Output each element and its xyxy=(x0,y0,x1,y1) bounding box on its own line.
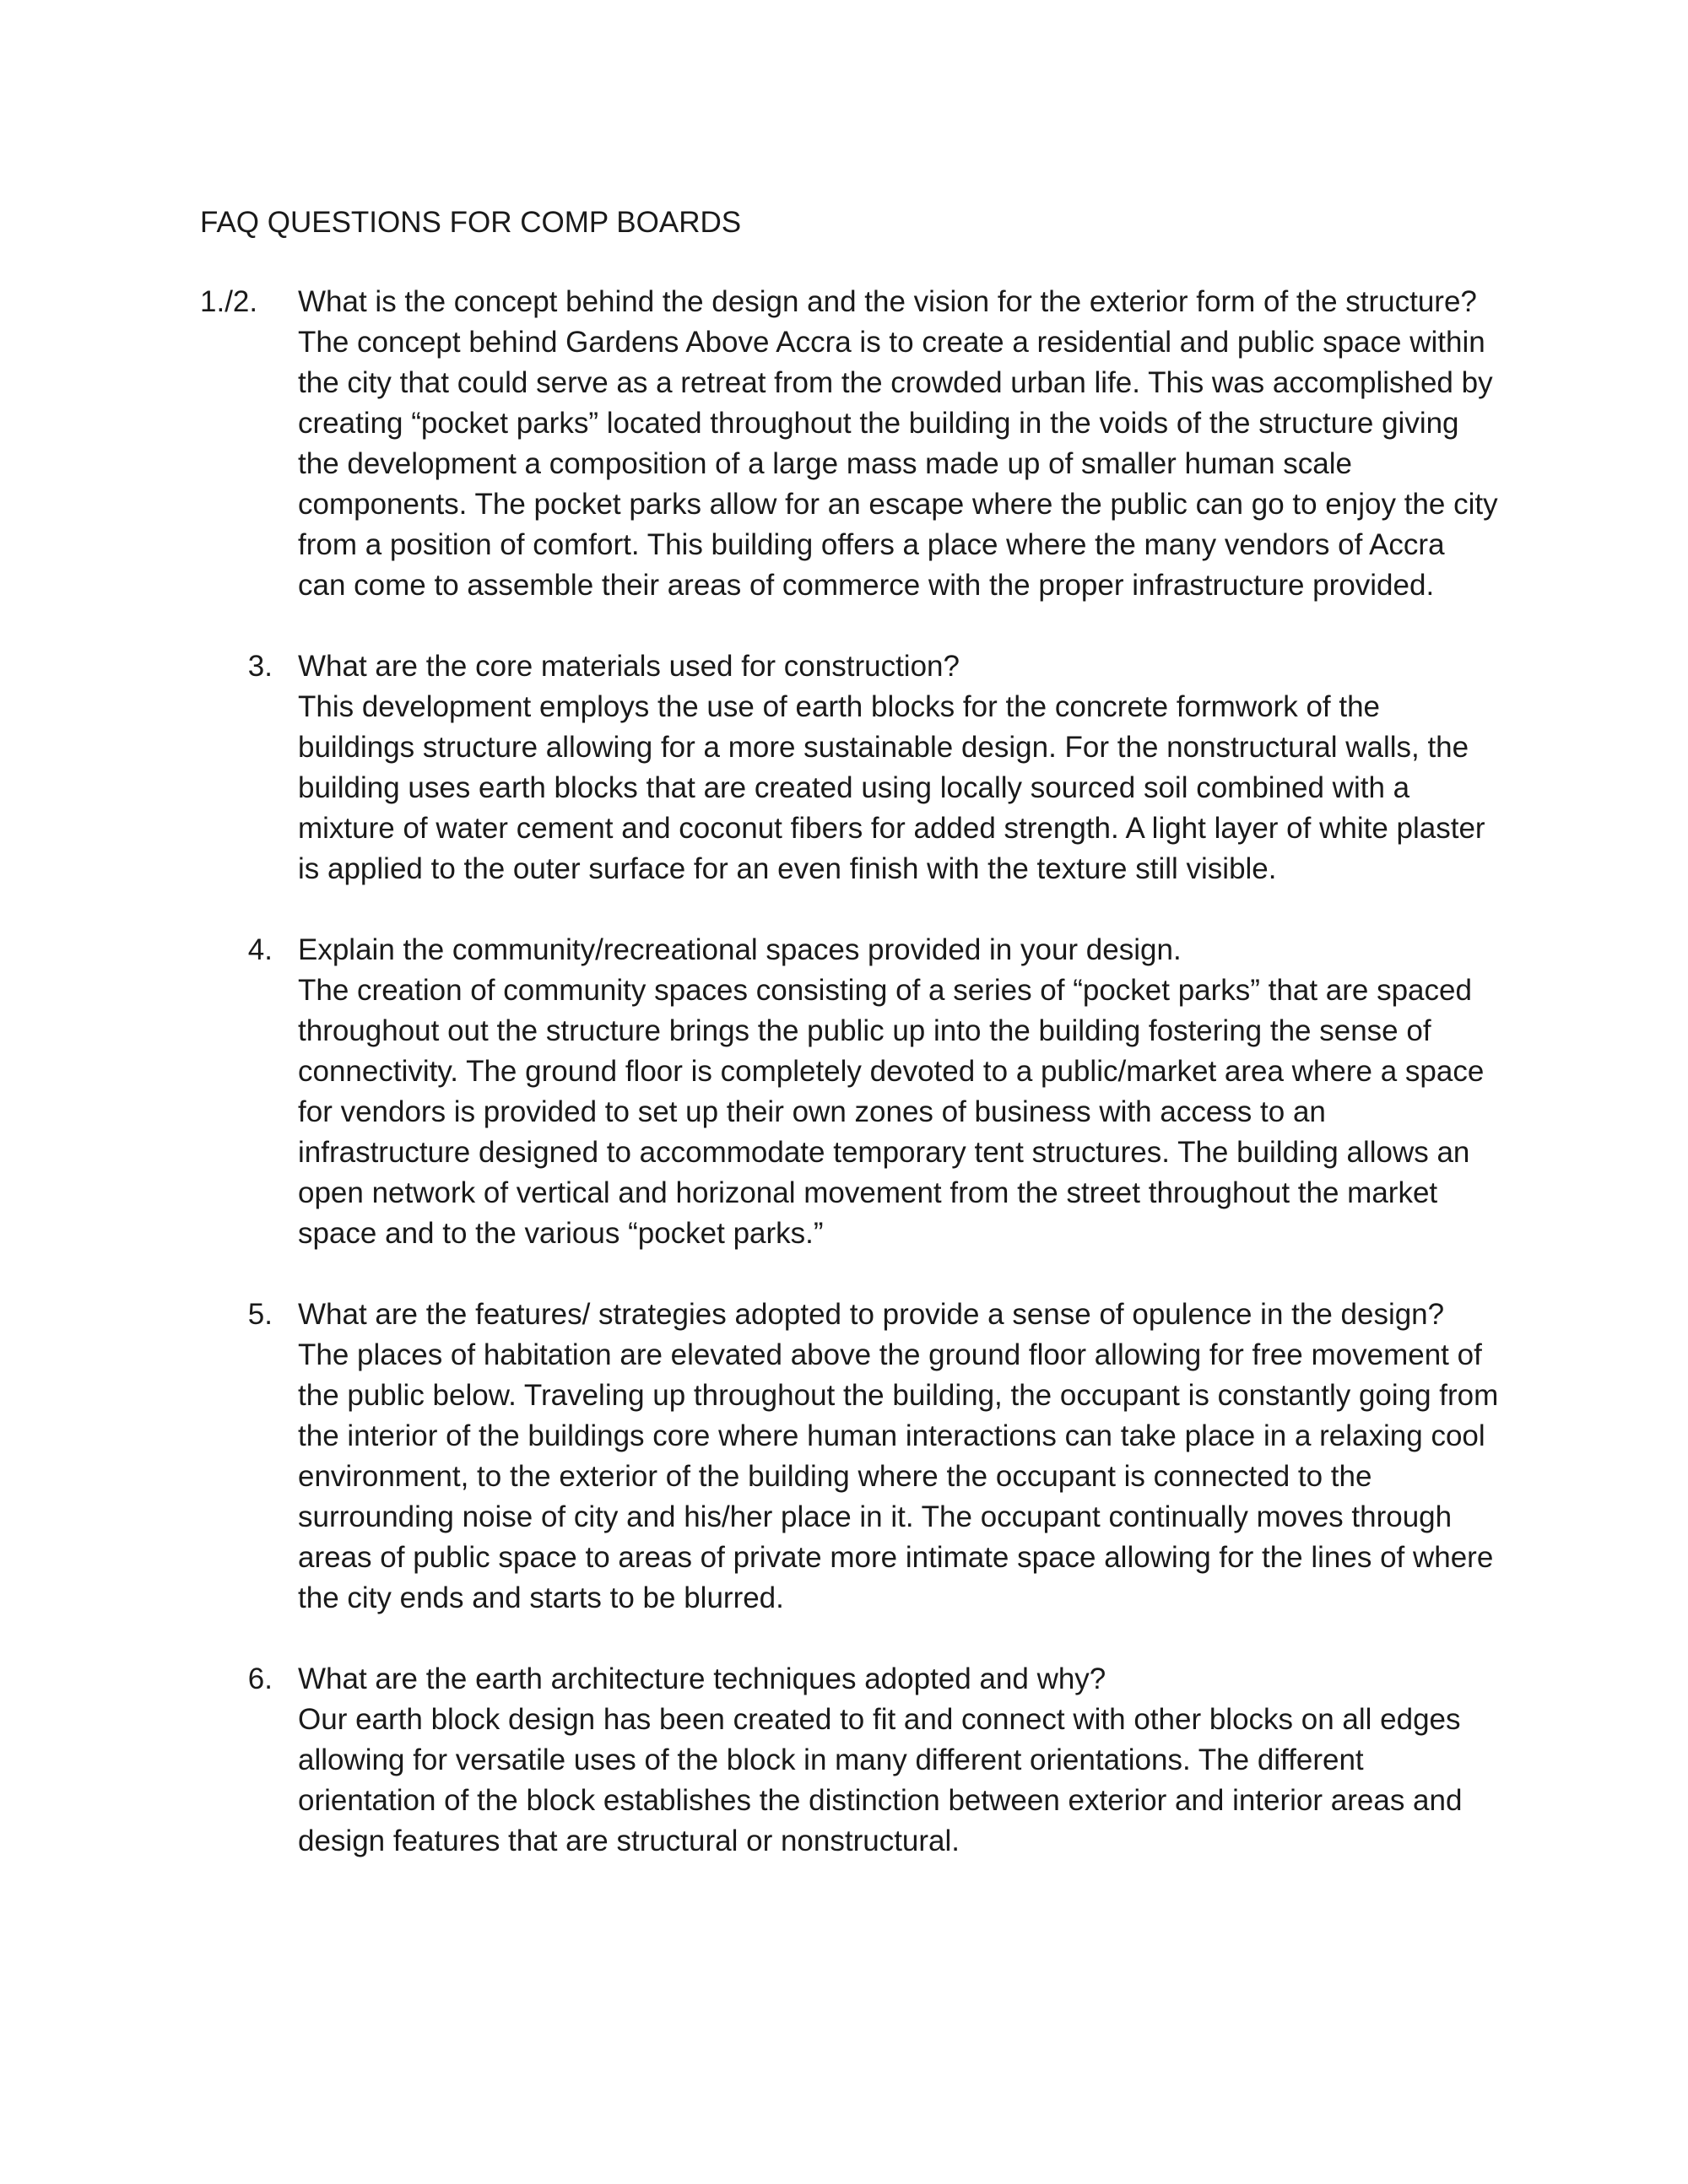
faq-answer: The creation of community spaces consisting of a series of “pocket parks” that are spaced throughout out the structure brings the public up into the building fostering the sense of connectivity. The ground floor is completely devoted to a public/market area where a space for vendors is provided to set up their own zones of business with access to an infrastructure designed to accommodate temporary tent structures. The building allows an open network of vertical and horizonal movement from the street throughout the market space and to the various “pocket parks.” xyxy=(298,974,1485,1250)
faq-item xyxy=(200,646,1500,889)
faq-item xyxy=(200,1659,1500,1862)
faq-answer: This development employs the use of earth blocks for the concrete formwork of the buildings structure allowing for a more sustainable design. For the nonstructural walls, the building uses earth blocks that are created using locally sourced soil combined with a mixture of water cement and coconut fibers for added strength. A light layer of white plaster is applied to the outer surface for an even finish with the texture still visible. xyxy=(298,690,1485,885)
faq-item xyxy=(200,930,1500,1254)
faq-number: 6. xyxy=(247,1662,273,1695)
faq-number: 3. xyxy=(247,650,273,683)
faq-number: 4. xyxy=(247,933,273,966)
faq-question: What are the core materials used for construction? xyxy=(298,650,960,683)
faq-answer: Our earth block design has been created to fit and connect with other blocks on all edges allowing for versatile uses of the block in many different orientations. The different orientation of the block establishes the distinction between exterior and interior areas and design features that are structural or nonstructural. xyxy=(298,1703,1463,1857)
faq-list xyxy=(200,282,1500,1902)
faq-item xyxy=(200,282,1500,606)
faq-number: 5. xyxy=(247,1298,273,1331)
faq-question: What are the earth architecture techniques adopted and why? xyxy=(298,1662,1106,1695)
faq-question: Explain the community/recreational spaces provided in your design. xyxy=(298,933,1182,966)
document-title: FAQ QUESTIONS FOR COMP BOARDS xyxy=(200,206,742,239)
faq-answer: The places of habitation are elevated above the ground floor allowing for free movement of the public below. Traveling up throughout the building, the occupant is constantly going from the interior of the buildings core where human interactions can take place in a relaxing cool environment, to the exterior of the building where the occupant is connected to the surrounding noise of city and his/her place in it. The occupant continually moves through areas of public space to areas of private more intimate space allowing for the lines of where the city ends and starts to be blurred. xyxy=(298,1338,1499,1614)
faq-number: 1./2. xyxy=(200,285,258,318)
faq-item xyxy=(200,1295,1500,1619)
faq-question: What is the concept behind the design and the vision for the exterior form of the structure? xyxy=(298,285,1477,318)
faq-question: What are the features/ strategies adopted to provide a sense of opulence in the design? xyxy=(298,1298,1445,1331)
faq-answer: The concept behind Gardens Above Accra is to create a residential and public space within the city that could serve as a retreat from the crowded urban life. This was accomplished by creating “pocket parks” located throughout the building in the voids of the structure giving the development a composition of a large mass made up of smaller human scale components. The pocket parks allow for an escape where the public can go to enjoy the city from a position of comfort. This building offers a place where the many vendors of Accra can come to assemble their areas of commerce with the proper infrastructure provided. xyxy=(298,326,1498,602)
